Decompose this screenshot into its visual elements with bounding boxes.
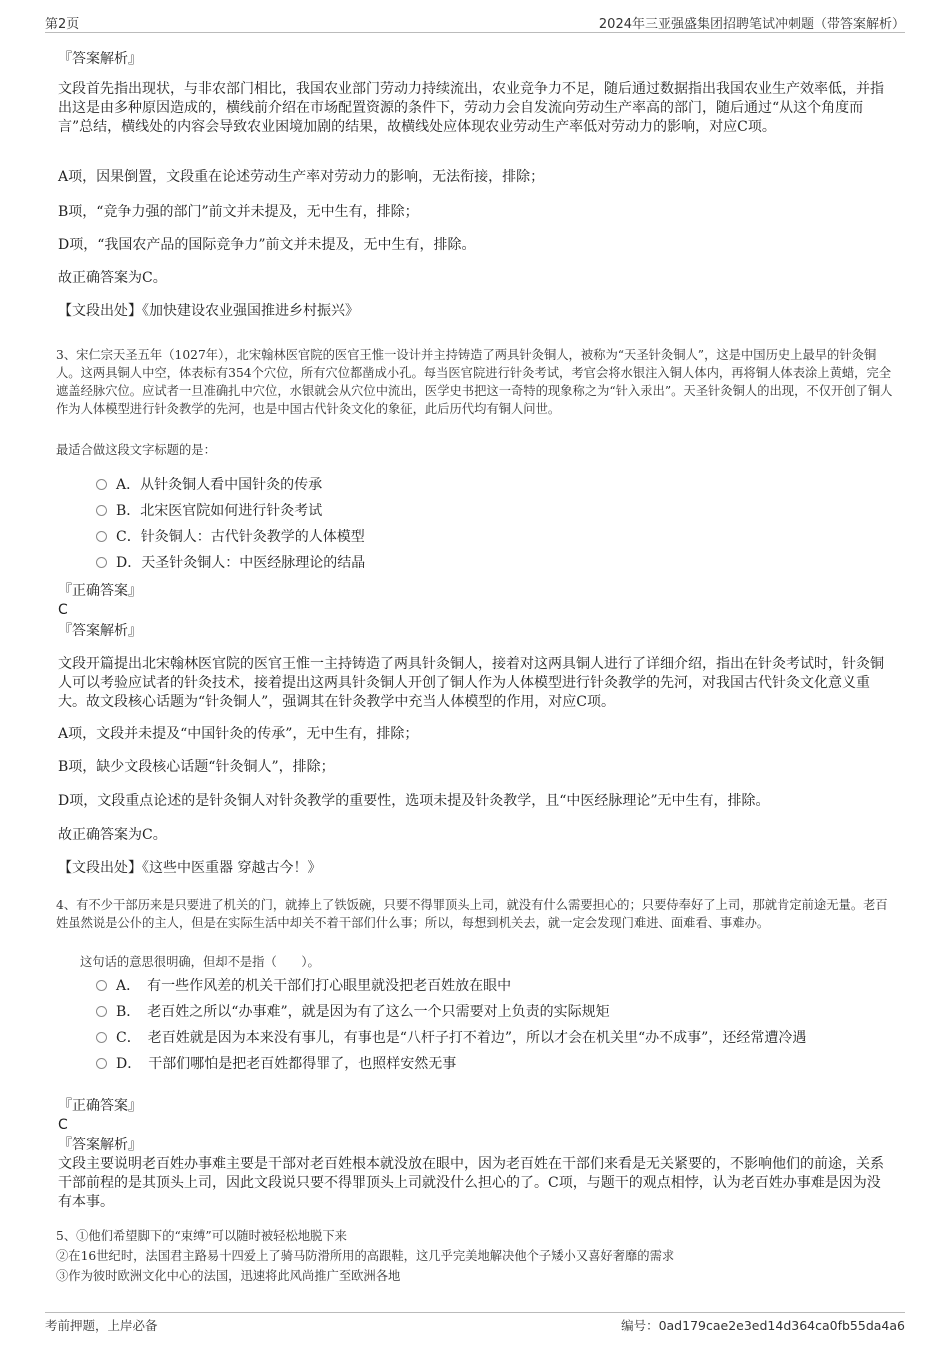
q4-stem: 4、有不少干部历来是只要进了机关的门，就捧上了铁饭碗，只要不得罪顶头上司，就没有什么需要担心的；只要侍奉好了上司，那就肯定前途无量。老百姓虽然说是公仆的主人，但是在实际生活中却关不着干部们什么事；所以，每想到机关去，就一定会发现门难进、面难看、事难办。 <box>56 898 888 930</box>
q3-prompt: 最适合做这段文字标题的是： <box>56 443 216 457</box>
radio-icon[interactable] <box>96 505 107 516</box>
q3-option-c-label: C．针灸铜人：古代针灸教学的人体模型 <box>116 529 365 545</box>
footer-divider <box>45 1312 905 1313</box>
q3-option-b-label: B．北宋医官院如何进行针灸考试 <box>116 503 323 519</box>
q3-option-b-note: B项，缺少文段核心话题“针灸铜人”，排除； <box>58 759 335 775</box>
q2-analysis-text: 文段首先指出现状，与非农部门相比，我国农业部门劳动力持续流出，农业竞争力不足，随后通过数据指出我国农业生产效率低，并指出这是由多种原因造成的，横线前介绍在市场配置资源的条件下，劳动力会自发流向劳动生产率高的部门，随后通过“从这个角度而言”总结，横线处的内容会导致农业困境加剧的结果，故横线处应体现农业劳动生产率低对劳动力的影响，对应C项。 <box>58 81 884 135</box>
q3-conclusion: 故正确答案为C。 <box>58 827 167 843</box>
q3-analysis-text: 文段开篇提出北宋翰林医官院的医官王惟一主持铸造了两具针灸铜人，接着对这两具铜人进行了详细介绍，指出在针灸考试时，针灸铜人可以考验应试者的针灸技术，接着提出这两具针灸铜人开创了铜人作为人体模型进行针灸教学的先河，对我国古代针灸文化意义重大。故文段核心话题为“针灸铜人”，强调其在针灸教学中充当人体模型的作用，对应C项。 <box>58 656 884 710</box>
page-number: 第2页 <box>45 17 80 32</box>
q4-option-d-label: D． 干部们哪怕是把老百姓都得罪了，也照样安然无事 <box>116 1056 457 1072</box>
q2-option-a-note: A项，因果倒置，文段重在论述劳动生产率对劳动力的影响，无法衔接，排除； <box>58 169 545 185</box>
q3-option-d-note: D项，文段重点论述的是针灸铜人对针灸教学的重要性，选项未提及针灸教学，且“中医经脉理论”无中生有，排除。 <box>58 793 770 809</box>
q4-option-c-label: C． 老百姓就是因为本来没有事儿，有事也是“八杆子打不着边”，所以才会在机关里“办不成事”，还经常遭冷遇 <box>116 1030 807 1046</box>
q3-stem: 3、宋仁宗天圣五年（1027年），北宋翰林医官院的医官王惟一设计并主持铸造了两具针灸铜人，被称为“天圣针灸铜人”，这是中国历史上最早的针灸铜人。这两具铜人中空，体表标有354个穴位，所有穴位都凿成小孔。每当医官院进行针灸考试，考官会将水银注入铜人体内，再将铜人体表涂上黄蜡，完全遮盖经脉穴位。应试者一旦准确扎中穴位，水银就会从穴位中流出，医学史书把这一奇特的现象称之为“针入汞出”。天圣针灸铜人的出现，不仅开创了铜人作为人体模型进行针灸教学的先河，也是中国古代针灸文化的象征，此后历代均有铜人问世。 <box>56 348 893 416</box>
q2-conclusion: 故正确答案为C。 <box>58 270 167 286</box>
q2-option-d-note: D项，“我国农产品的国际竞争力”前文并未提及，无中生有，排除。 <box>58 237 476 253</box>
q4-prompt: 这句话的意思很明确，但却不是指（ ）。 <box>80 955 320 969</box>
q4-answer-label: 『正确答案』 <box>58 1098 142 1114</box>
q4-option-c[interactable] <box>96 1029 806 1048</box>
q3-option-d[interactable] <box>96 554 365 573</box>
header-divider <box>45 32 905 33</box>
q3-analysis-label: 『答案解析』 <box>58 623 142 639</box>
footer-slogan: 考前押题，上岸必备 <box>45 1318 158 1333</box>
radio-icon[interactable] <box>96 557 107 568</box>
q5-line-2: ②在16世纪时，法国君主路易十四爱上了骑马防滑所用的高跟鞋，这几乎完美地解决他个子矮小又喜好奢靡的需求 <box>56 1249 675 1263</box>
q4-answer: C <box>58 1117 68 1133</box>
q4-option-a[interactable] <box>96 977 511 996</box>
q3-option-a[interactable] <box>96 476 322 495</box>
q3-option-a-note: A项，文段并未提及“中国针灸的传承”，无中生有，排除； <box>58 726 419 742</box>
q4-analysis-text: 文段主要说明老百姓办事难主要是干部对老百姓根本就没放在眼中，因为老百姓在干部们来看是无关紧要的，不影响他们的前途，关系干部前程的是其顶头上司，因此文段说只要不得罪顶头上司就没什么担心的了。C项，与题干的观点相悖，认为老百姓办事难是因为没有本事。 <box>58 1156 884 1210</box>
q3-option-b[interactable] <box>96 502 322 521</box>
q4-option-d[interactable] <box>96 1055 456 1074</box>
document-title: 2024年三亚强盛集团招聘笔试冲刺题（带答案解析） <box>598 17 905 32</box>
q4-option-b-label: B． 老百姓之所以“办事难”，就是因为有了这么一个只需要对上负责的实际规矩 <box>116 1004 610 1020</box>
q2-source: 【文段出处】《加快建设农业强国推进乡村振兴》 <box>58 303 359 319</box>
q5-line-3: ③作为彼时欧洲文化中心的法国，迅速将此风尚推广至欧洲各地 <box>56 1269 401 1283</box>
q3-option-c[interactable] <box>96 528 365 547</box>
footer-document-id: 编号：0ad179cae2e3ed14d364ca0fb55da4a6 <box>621 1318 905 1333</box>
q4-option-a-label: A． 有一些作风差的机关干部们打心眼里就没把老百姓放在眼中 <box>116 978 512 994</box>
q4-analysis-label: 『答案解析』 <box>58 1137 142 1153</box>
radio-icon[interactable] <box>96 1058 107 1069</box>
radio-icon[interactable] <box>96 1006 107 1017</box>
radio-icon[interactable] <box>96 531 107 542</box>
q3-source: 【文段出处】《这些中医重器 穿越古今！》 <box>58 860 322 876</box>
q3-answer: C <box>58 602 68 618</box>
q2-analysis-label: 『答案解析』 <box>58 51 142 67</box>
q5-line-1: 5、①他们希望脚下的“束缚”可以随时被轻松地脱下来 <box>56 1229 347 1243</box>
q3-answer-label: 『正确答案』 <box>58 583 142 599</box>
q4-option-b[interactable] <box>96 1003 610 1022</box>
radio-icon[interactable] <box>96 980 107 991</box>
radio-icon[interactable] <box>96 479 107 490</box>
radio-icon[interactable] <box>96 1032 107 1043</box>
q2-option-b-note: B项，“竞争力强的部门”前文并未提及，无中生有，排除； <box>58 204 419 220</box>
q3-option-a-label: A．从针灸铜人看中国针灸的传承 <box>116 477 323 493</box>
q3-option-d-label: D．天圣针灸铜人：中医经脉理论的结晶 <box>116 555 366 571</box>
